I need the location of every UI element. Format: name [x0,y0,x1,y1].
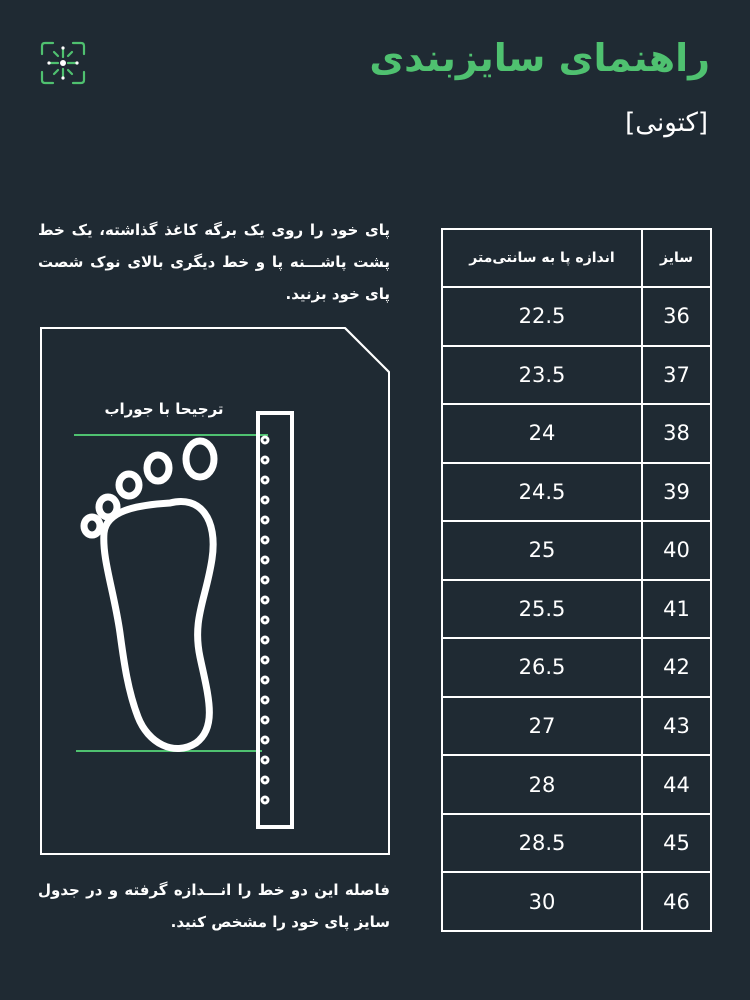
table-row [442,521,711,580]
foot-length-cell: 28.5 [442,814,642,873]
foot-measure-illustration [40,327,390,855]
product-category-label: [کتونی] [625,108,708,138]
size-cell: 46 [642,872,711,931]
size-chart-table [441,228,712,932]
header-foot-length: اندازه پا به سانتی‌متر [442,229,642,287]
table-row [442,463,711,522]
size-cell: 44 [642,755,711,814]
foot-length-cell: 24.5 [442,463,642,522]
table-row [442,814,711,873]
table-header-row [442,229,711,287]
header-size: سایز [642,229,711,287]
size-cell: 36 [642,287,711,346]
size-cell: 39 [642,463,711,522]
table-row [442,872,711,931]
size-cell: 43 [642,697,711,756]
size-cell: 38 [642,404,711,463]
size-cell: 40 [642,521,711,580]
ruler-icon [258,413,292,827]
foot-length-cell: 26.5 [442,638,642,697]
table-row [442,287,711,346]
foot-length-cell: 25 [442,521,642,580]
foot-length-cell: 28 [442,755,642,814]
instruction-text-top: پای خود را روی یک برگه کاغذ گذاشته، یک خط پشت پاشـــنه پا و خط دیگری بالای نوک شصت پای خود بزنید. [38,221,390,303]
foot-length-cell: 27 [442,697,642,756]
foot-length-cell: 30 [442,872,642,931]
instruction-text-bottom: فاصله این دو خط را انـــدازه گرفته و در جدول سایز پای خود را مشخص کنید. [38,881,390,931]
foot-length-cell: 24 [442,404,642,463]
table-row [442,755,711,814]
table-row [442,346,711,405]
size-cell: 37 [642,346,711,405]
size-cell: 42 [642,638,711,697]
sock-note-label: ترجیحا با جوراب [104,400,224,418]
foot-length-cell: 23.5 [442,346,642,405]
foot-length-cell: 25.5 [442,580,642,639]
page-title: راهنمای سایزبندی [369,36,710,80]
table-row [442,697,711,756]
table-row [442,580,711,639]
brand-logo-icon [38,40,88,86]
table-row [442,638,711,697]
table-row [442,404,711,463]
foot-icon [84,441,214,749]
size-cell: 45 [642,814,711,873]
foot-length-cell: 22.5 [442,287,642,346]
size-cell: 41 [642,580,711,639]
